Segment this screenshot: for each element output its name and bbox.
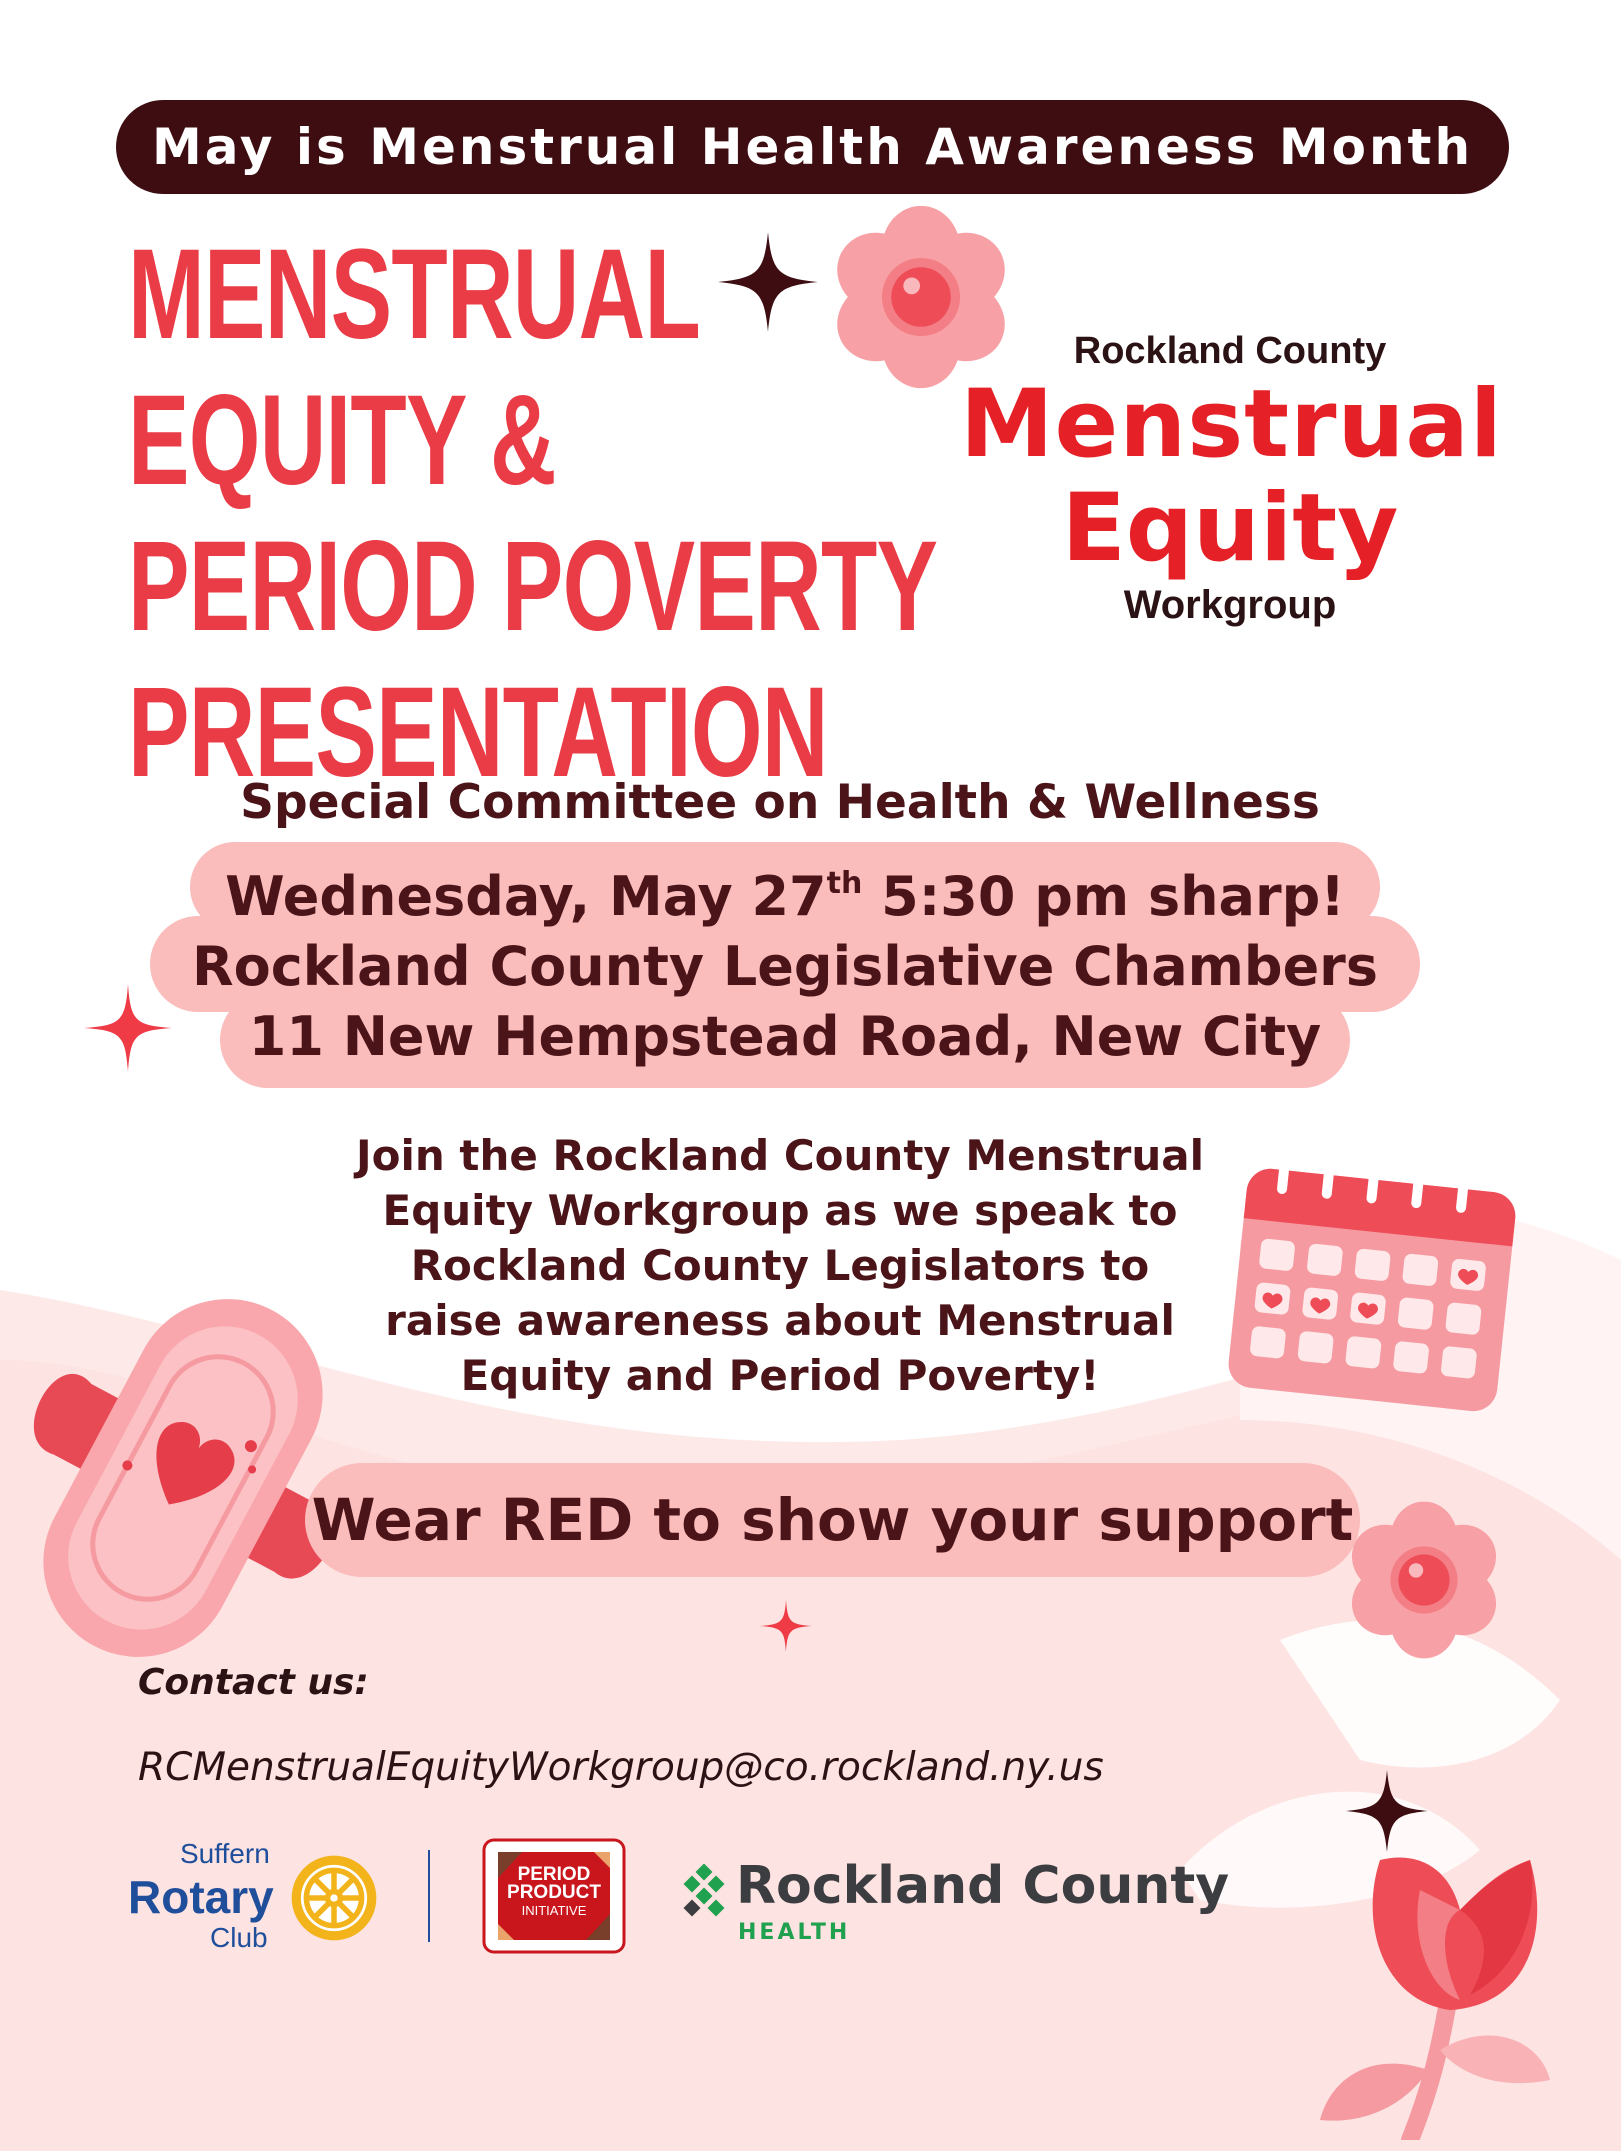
workgroup-logo <box>960 330 1504 628</box>
rotary-line-1: Suffern <box>180 1838 270 1869</box>
pad-icon <box>18 1268 348 1688</box>
awareness-month-banner <box>116 100 1509 194</box>
rch-name: Rockland County <box>736 1856 1230 1916</box>
sponsor-divider <box>428 1850 430 1942</box>
ppi-text <box>500 1866 608 1920</box>
period-product-initiative-logo <box>482 1838 626 1954</box>
logo-county: Rockland County <box>1073 330 1387 372</box>
description-line-5: Equity and Period Poverty! <box>460 1351 1100 1400</box>
event-date-suffix: th <box>826 866 863 901</box>
title-line-4: PRESENTATION <box>128 661 828 804</box>
wear-red-text: Wear RED to show your support <box>311 1486 1354 1554</box>
ppi-line-3: INITIATIVE <box>521 1903 587 1918</box>
event-date <box>225 862 1345 932</box>
title-line-2: EQUITY & <box>128 369 556 512</box>
sparkle-icon <box>84 984 172 1072</box>
event-details <box>150 842 1420 1092</box>
title-line-1: MENSTRUAL <box>128 223 701 366</box>
rotary-line-3: Club <box>210 1922 268 1953</box>
sparkle-icon <box>718 232 818 332</box>
event-date-text: Wednesday, May 27 <box>225 865 827 928</box>
rotary-line-2: Rotary <box>128 1871 274 1923</box>
event-venue: Rockland County Legislative Chambers <box>192 935 1378 998</box>
rockland-county-health-logo <box>680 1856 1240 1956</box>
rotary-wheel-icon <box>288 1852 380 1944</box>
contact-label: Contact us: <box>138 1662 369 1703</box>
description-line-1: Join the Rockland County Menstrual <box>356 1131 1204 1180</box>
title-line-3: PERIOD POVERTY <box>128 515 938 658</box>
committee-subtitle: Special Committee on Health & Wellness <box>240 775 1320 830</box>
logo-menstrual: Menstrual <box>960 370 1504 479</box>
description-line-3: Rockland County Legislators to <box>410 1241 1150 1290</box>
suffern-rotary-logo <box>128 1838 388 1958</box>
description-line-4: raise awareness about Menstrual <box>385 1296 1175 1345</box>
logo-equity: Equity <box>1061 474 1399 583</box>
diamond-logo-icon <box>680 1864 730 1920</box>
event-time: 5:30 pm sharp! <box>862 865 1345 928</box>
wear-red-callout <box>305 1463 1360 1577</box>
ppi-line-2: PRODUCT <box>507 1882 601 1903</box>
calendar-icon <box>1218 1140 1528 1415</box>
sparkle-icon <box>760 1600 812 1652</box>
tulip-icon <box>1300 1800 1590 2140</box>
rch-sub: HEALTH <box>738 1920 851 1945</box>
logo-workgroup: Workgroup <box>1123 583 1337 627</box>
event-address: 11 New Hempstead Road, New City <box>248 1005 1322 1068</box>
event-description <box>330 1128 1230 1403</box>
flower-icon <box>1344 1500 1504 1660</box>
ppi-line-1: PERIOD <box>517 1864 591 1885</box>
banner-text: May is Menstrual Health Awareness Month <box>151 118 1474 176</box>
contact-email-link[interactable]: RCMenstrualEquityWorkgroup@co.rockland.ny.us <box>138 1745 1104 1790</box>
description-line-2: Equity Workgroup as we speak to <box>382 1186 1178 1235</box>
